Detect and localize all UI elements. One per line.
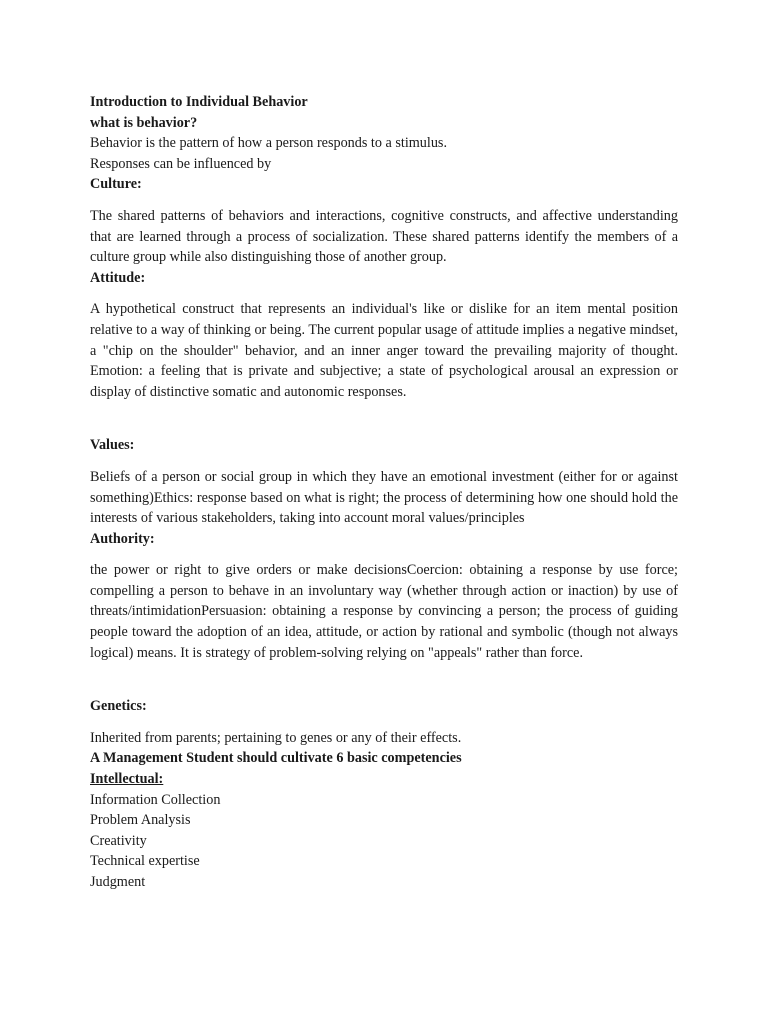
- competency-list: [90, 790, 678, 893]
- authority-heading: Authority:: [90, 530, 155, 547]
- intro-line-2: Responses can be influenced by: [90, 155, 272, 172]
- list-item: Problem Analysis: [90, 812, 191, 829]
- intellectual-heading: Intellectual:: [90, 771, 164, 788]
- intro-line-1: Behavior is the pattern of how a person responds to a stimulus.: [90, 135, 447, 152]
- list-item: Information Collection: [90, 791, 221, 808]
- authority-paragraph: the power or right to give orders or make decisionsCoercion: obtaining a response by use force; compelling a person to behave in an involuntary way (whether through action or inaction) by use of threats/intimidationPersuasion: obtaining a response by convincing a person; the process of guiding people toward the adoption of an idea, attitude, or action by rational and symbolic (though not always logical) means. It is strategy of problem-solving relying on "appeals" rather than force.: [90, 562, 678, 661]
- values-paragraph: Beliefs of a person or social group in which they have an emotional investment (either for or against something)Ethics: response based on what is right; the process of determining how one should hold the interests of various stakeholders, taking into account moral values/principles: [90, 468, 678, 527]
- document-title: Introduction to Individual Behavior: [90, 94, 308, 110]
- genetics-heading: Genetics:: [90, 698, 147, 715]
- genetics-text: Inherited from parents; pertaining to genes or any of their effects.: [90, 729, 462, 746]
- culture-paragraph: The shared patterns of behaviors and interactions, cognitive constructs, and affective understanding that are learned through a process of socialization. These shared patterns identify the members of a culture group while also distinguishing those of another group.: [90, 207, 678, 266]
- attitude-paragraph: A hypothetical construct that represents an individual's like or dislike for an item mental position relative to a way of thinking or being. The current popular usage of attitude implies a negative mindset, a "chip on the shoulder" behavior, and an inner anger toward the prevailing majority of thought. Emotion: a feeling that is private and subjective; a state of psychological arousal an expression or display of distinctive somatic and autonomic responses.: [90, 301, 678, 400]
- values-heading: Values:: [90, 437, 135, 454]
- culture-heading: Culture:: [90, 176, 142, 193]
- document-page: [90, 92, 678, 893]
- list-item: Technical expertise: [90, 853, 200, 870]
- list-item: Creativity: [90, 832, 147, 849]
- attitude-heading: Attitude:: [90, 269, 146, 286]
- management-heading: A Management Student should cultivate 6 basic competencies: [90, 750, 462, 767]
- question-heading: what is behavior?: [90, 114, 198, 131]
- list-item: Judgment: [90, 874, 146, 890]
